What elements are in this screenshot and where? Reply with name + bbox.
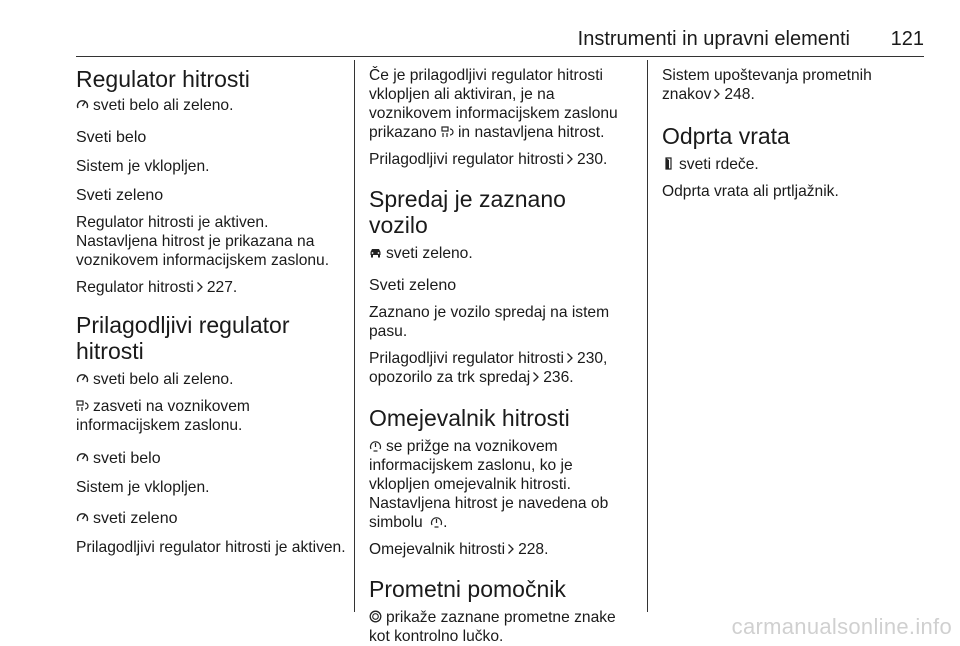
subheading-pril-belo — [76, 449, 356, 468]
speedometer-icon — [76, 511, 89, 524]
paragraph — [662, 155, 924, 174]
column-right — [662, 60, 924, 201]
watermark: carmanualsonline.info — [731, 614, 952, 639]
paragraph — [369, 608, 631, 646]
section-heading-spredaj: Spredaj je zaznano vozilo — [369, 186, 566, 238]
page-reference-arrow-icon — [532, 371, 540, 383]
reference-text: opozorilo za trk spredaj — [369, 369, 531, 386]
adaptive-cruise-icon — [441, 125, 454, 138]
paragraph — [369, 244, 631, 263]
page-reference-arrow-icon — [196, 281, 204, 293]
heading-line: Prilagodljivi regulator — [76, 312, 290, 338]
paragraph-reference — [369, 349, 631, 387]
paragraph: Odprta vrata ali prtljažnik. — [662, 183, 839, 200]
reference-text: Omejevalnik hitrosti — [369, 541, 506, 558]
page-reference-arrow-icon — [566, 153, 574, 165]
section-heading-regulator: Regulator hitrosti — [76, 66, 250, 92]
speed-limiter-icon — [430, 515, 443, 528]
section-heading-odprta-vrata: Odprta vrata — [662, 123, 790, 149]
reference-text: Sistem upoštevanja prometnih znakov — [662, 67, 872, 103]
paragraph-text: in nastavljena hitrost. — [457, 124, 605, 141]
subheading-sveti-belo: Sveti belo — [76, 129, 147, 146]
status-text: sveti rdeče. — [679, 156, 759, 173]
header-rule — [76, 56, 924, 57]
subheading-text: sveti belo — [93, 450, 161, 467]
column-left — [76, 60, 356, 557]
heading-line: hitrosti — [76, 338, 144, 364]
reference-text: Prilagodljivi regulator hitrosti — [369, 151, 565, 168]
status-text: sveti zeleno. — [386, 245, 473, 262]
speed-limiter-icon — [369, 439, 382, 452]
paragraph-text: Če je prilagodljivi regulator hitrosti vklopljen ali aktiviran, je na voznikovem informacijskem zaslonu prikazano — [369, 67, 618, 141]
paragraph-reference — [76, 278, 356, 297]
page-reference-arrow-icon — [713, 88, 721, 100]
paragraph-reference — [369, 540, 631, 559]
subheading-sveti-zeleno: Sveti zeleno — [76, 187, 164, 204]
page-reference-arrow-icon — [566, 352, 574, 364]
section-heading-omejevalnik: Omejevalnik hitrosti — [369, 405, 570, 431]
status-text: zasveti na voznikovem informacijskem zaslonu. — [76, 398, 250, 434]
section-heading-prilagodljivi — [76, 312, 356, 364]
reference-page[interactable]: 227. — [206, 279, 238, 296]
section-heading-prometni: Prometni pomočnik — [369, 576, 566, 602]
reference-page[interactable]: 248. — [724, 86, 755, 103]
page-header — [76, 28, 924, 50]
reference-text: Prilagodljivi regulator hitrosti — [369, 350, 565, 367]
door-open-icon — [662, 157, 675, 170]
column-middle — [369, 60, 631, 646]
status-text: sveti belo ali zeleno. — [93, 371, 234, 388]
car-ahead-icon — [369, 246, 382, 259]
speedometer-icon — [76, 98, 89, 111]
speedometer-icon — [76, 451, 89, 464]
running-title: Instrumenti in upravni elementi — [577, 28, 850, 50]
reference-page[interactable]: 236. — [543, 369, 574, 386]
paragraph-reference — [662, 66, 924, 104]
reference-text: Regulator hitrosti — [76, 279, 194, 296]
paragraph: Sistem je vklopljen. — [76, 158, 210, 175]
status-text: sveti belo ali zeleno. — [93, 97, 234, 114]
paragraph — [76, 96, 356, 115]
subheading-text: sveti zeleno — [93, 510, 178, 527]
traffic-sign-icon — [369, 610, 382, 623]
subheading-sveti-zeleno: Sveti zeleno — [369, 277, 457, 294]
paragraph — [76, 397, 356, 435]
reference-page[interactable]: 230. — [577, 151, 608, 168]
paragraph: Regulator hitrosti je aktiven. — [76, 214, 269, 231]
paragraph-text: prikaže zaznane prometne znake kot kontrolno lučko. — [369, 609, 616, 645]
page-number: 121 — [890, 28, 924, 50]
adaptive-cruise-icon — [76, 399, 89, 412]
speedometer-icon — [76, 372, 89, 385]
paragraph-text: se prižge na voznikovem informacijskem zaslonu, ko je vklopljen omejevalnik hitrosti. Nastavljena hitrost je navedena ob simbolu — [369, 438, 609, 531]
paragraph: Zaznano je vozilo spredaj na istem pasu. — [369, 304, 610, 340]
paragraph — [369, 66, 631, 142]
paragraph: Prilagodljivi regulator hitrosti je aktiven. — [76, 539, 346, 556]
paragraph: Nastavljena hitrost je prikazana na voznikovem informacijskem zaslonu. — [76, 233, 330, 269]
page-reference-arrow-icon — [507, 543, 515, 555]
reference-page[interactable]: 230, — [577, 350, 608, 367]
column-divider — [647, 60, 648, 612]
paragraph: Sistem je vklopljen. — [76, 479, 210, 496]
subheading-pril-zeleno — [76, 509, 356, 528]
paragraph: se prižge na voznikovem informacijskem zaslonu, ko je vklopljen omejevalnik hitrosti. Nastavljena hitrost je navedena ob simbolu . — [369, 438, 609, 531]
paragraph-reference — [369, 150, 631, 169]
paragraph — [76, 370, 356, 389]
reference-page[interactable]: 228. — [518, 541, 549, 558]
